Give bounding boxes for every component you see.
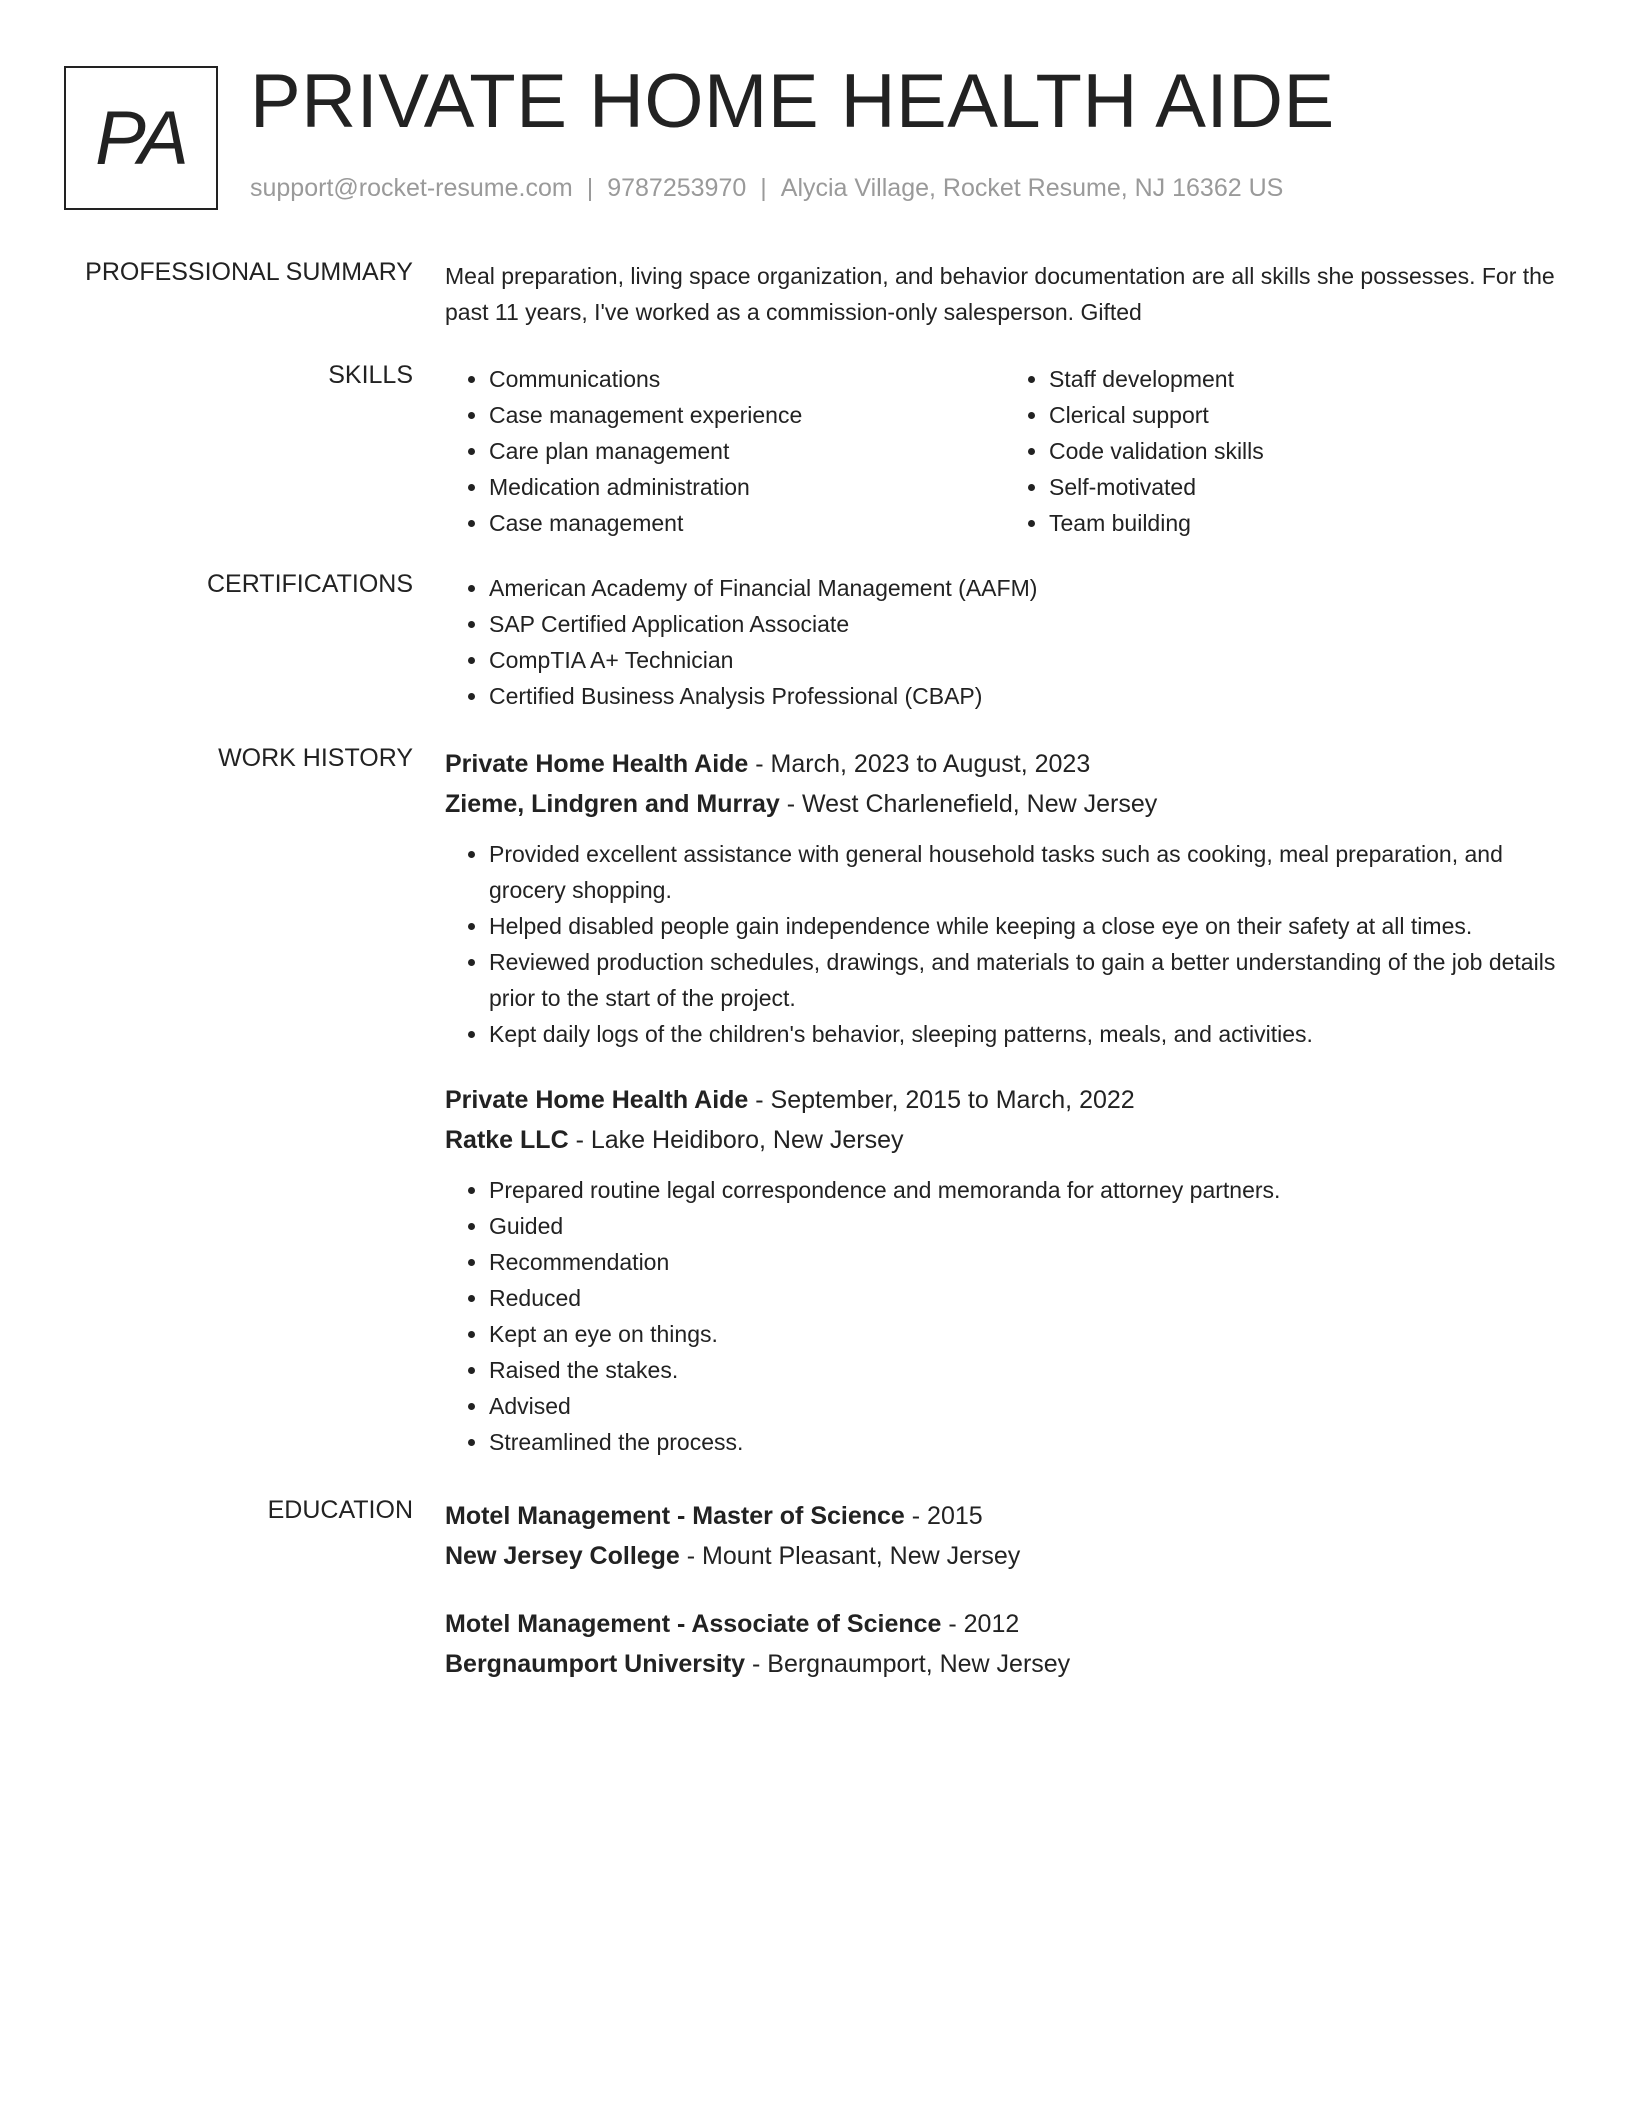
degree-year: - 2015 [904, 1502, 983, 1530]
list-item: • Raised the stakes. [489, 1352, 1565, 1388]
education-content [445, 1496, 1565, 1712]
list-item: • Advised [489, 1388, 1565, 1424]
list-item: • Self-motivated [1049, 469, 1565, 505]
list-item: • Provided excellent assistance with general household tasks such as cooking, meal preparation, and grocery shopping. [489, 836, 1565, 908]
education-entry [445, 1496, 1565, 1576]
list-item: • CompTIA A+ Technician [489, 642, 1565, 678]
degree-year: - 2012 [941, 1610, 1020, 1638]
job-bullets [445, 1172, 1565, 1460]
school: New Jersey College [445, 1542, 680, 1570]
degree-line [445, 1604, 1565, 1644]
job-location: - West Charlenefield, New Jersey [779, 790, 1158, 818]
education-label: EDUCATION [267, 1496, 413, 1524]
list-item: • Prepared routine legal correspondence and memoranda for attorney partners. [489, 1172, 1565, 1208]
degree: Motel Management - Associate of Science [445, 1610, 942, 1638]
summary-text: Meal preparation, living space organization, and behavior documentation are all skills she possesses. For the past 11 years, I've worked as a commission-only salesperson. Gifted [445, 263, 1555, 325]
address-text: Alycia Village, Rocket Resume, NJ 16362 US [780, 174, 1284, 202]
email-text: support@rocket-resume.com [250, 174, 573, 202]
job-location: - Lake Heidiboro, New Jersey [568, 1126, 904, 1154]
job-company-line [445, 784, 1565, 824]
job-entry [445, 1080, 1565, 1460]
list-item: • Recommendation [489, 1244, 1565, 1280]
list-item: • American Academy of Financial Management (AAFM) [489, 570, 1565, 606]
list-item: • Guided [489, 1208, 1565, 1244]
skills-column-2 [1005, 361, 1565, 541]
work-history-label: WORK HISTORY [218, 744, 413, 772]
list-item: • Care plan management [489, 433, 1005, 469]
job-company: Zieme, Lindgren and Murray [445, 790, 780, 818]
school-location: - Mount Pleasant, New Jersey [679, 1542, 1021, 1570]
list-item: • Reduced [489, 1280, 1565, 1316]
school-line [445, 1536, 1565, 1576]
monogram-logo: PA [64, 66, 218, 210]
skills-label: SKILLS [328, 361, 413, 389]
job-title: Private Home Health Aide [445, 750, 749, 778]
job-entry [445, 744, 1565, 1052]
list-item: • Case management [489, 505, 1005, 541]
contact-separator: | [760, 174, 767, 202]
list-item: • SAP Certified Application Associate [489, 606, 1565, 642]
job-dates: - September, 2015 to March, 2022 [748, 1086, 1135, 1114]
job-bullets [445, 836, 1565, 1052]
degree: Motel Management - Master of Science [445, 1502, 905, 1530]
skills-column-1 [445, 361, 1005, 541]
list-item: • Kept an eye on things. [489, 1316, 1565, 1352]
job-title-line [445, 1080, 1565, 1120]
degree-line [445, 1496, 1565, 1536]
education-entry [445, 1604, 1565, 1684]
list-item: • Helped disabled people gain independence while keeping a close eye on their safety at all times. [489, 908, 1565, 944]
contact-line [250, 174, 1283, 203]
list-item: • Certified Business Analysis Professional (CBAP) [489, 678, 1565, 714]
school: Bergnaumport University [445, 1650, 746, 1678]
job-dates: - March, 2023 to August, 2023 [748, 750, 1091, 778]
list-item: • Kept daily logs of the children's behavior, sleeping patterns, meals, and activities. [489, 1016, 1565, 1052]
job-title-line [445, 744, 1565, 784]
list-item: • Reviewed production schedules, drawings, and materials to gain a better understanding of the job details prior to the start of the project. [489, 944, 1565, 1016]
list-item: • Clerical support [1049, 397, 1565, 433]
contact-separator: | [586, 174, 594, 202]
school-location: - Bergnaumport, New Jersey [745, 1650, 1071, 1678]
job-title: Private Home Health Aide [445, 1086, 749, 1114]
job-company: Ratke LLC [445, 1126, 569, 1154]
list-item: • Team building [1049, 505, 1565, 541]
certifications-list [445, 570, 1565, 714]
list-item: • Code validation skills [1049, 433, 1565, 469]
list-item: • Case management experience [489, 397, 1005, 433]
list-item: • Communications [489, 361, 1005, 397]
list-item: • Medication administration [489, 469, 1005, 505]
list-item: • Streamlined the process. [489, 1424, 1565, 1460]
skills-list [445, 361, 1565, 541]
summary-label: PROFESSIONAL SUMMARY [85, 258, 413, 286]
work-history-content [445, 744, 1565, 1488]
page-title: PRIVATE HOME HEALTH AIDE [250, 59, 1335, 144]
certifications-label: CERTIFICATIONS [206, 570, 413, 598]
phone-text: 9787253970 [607, 174, 747, 202]
list-item: • Staff development [1049, 361, 1565, 397]
job-company-line [445, 1120, 1565, 1160]
school-line [445, 1644, 1565, 1684]
